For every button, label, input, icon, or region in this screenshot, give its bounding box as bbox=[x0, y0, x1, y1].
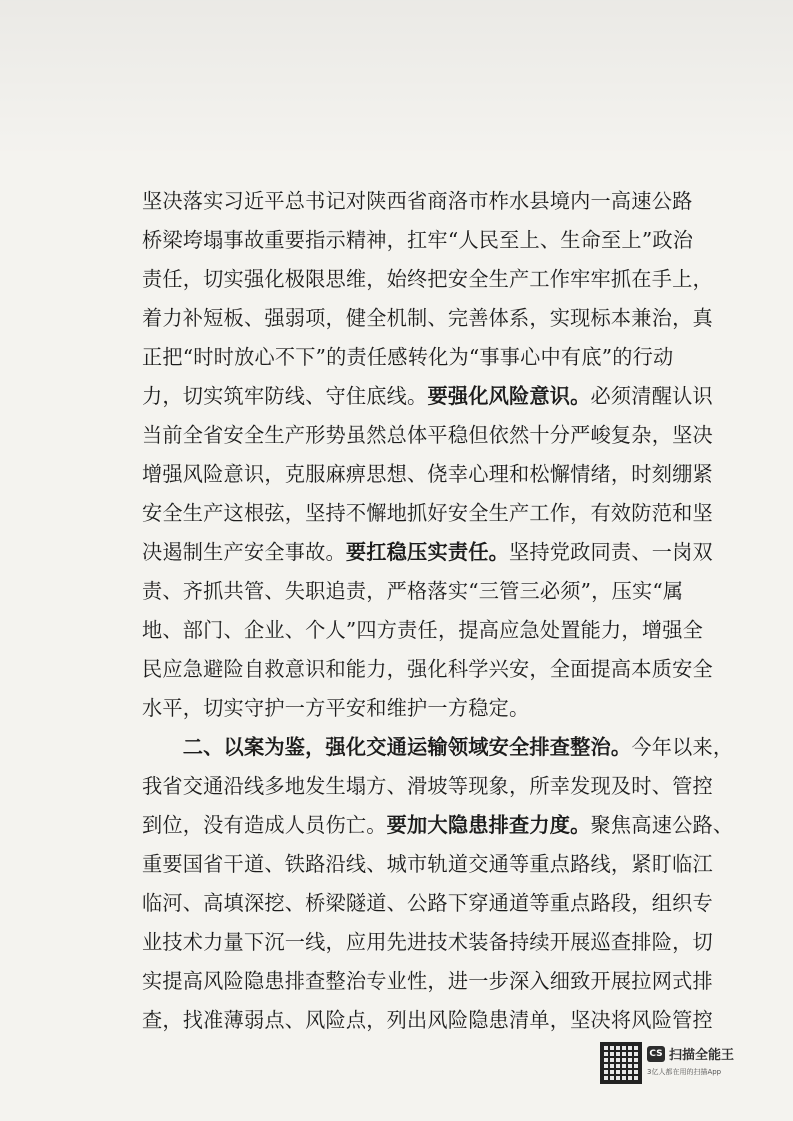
text-line: 当前全省安全生产形势虽然总体平稳但依然十分严峻复杂，坚决 bbox=[142, 423, 713, 447]
text-line: 水平，切实守护一方平安和维护一方稳定。 bbox=[142, 696, 530, 720]
text-line: 业技术力量下沉一线，应用先进技术装备持续开展巡查排险，切 bbox=[142, 930, 713, 954]
bold-heading: 要强化风险意识。 bbox=[427, 384, 591, 408]
watermark-tagline: 3亿人都在用的扫描App bbox=[647, 1068, 722, 1076]
text-run: 力，切实筑牢防线、守住底线。 bbox=[142, 384, 428, 408]
text-line: 实提高风险隐患排查整治专业性，进一步深入细致开展拉网式排 bbox=[142, 969, 713, 993]
text-line: 重要国省干道、铁路沿线、城市轨道交通等重点路线，紧盯临江 bbox=[142, 852, 713, 876]
scan-shadow bbox=[0, 0, 793, 160]
indent bbox=[142, 735, 183, 759]
text-line: 查，找准薄弱点、风险点，列出风险隐患清单，坚决将风险管控 bbox=[142, 1008, 713, 1032]
text-line: 增强风险意识，克服麻痹思想、侥幸心理和松懈情绪，时刻绷紧 bbox=[142, 462, 713, 486]
camscanner-logo-icon: CS bbox=[647, 1046, 665, 1062]
bold-heading: 要扛稳压实责任。 bbox=[345, 540, 509, 564]
text-line bbox=[142, 377, 713, 416]
text-line: 临河、高填深挖、桥梁隧道、公路下穿通道等重点路段，组织专 bbox=[142, 891, 713, 915]
bold-heading: 要加大隐患排查力度。 bbox=[386, 813, 591, 837]
text-line: 责任，切实强化极限思维，始终把安全生产工作牢牢抓在手上， bbox=[142, 267, 713, 291]
text-line: 地、部门、企业、个人”四方责任，提高应急处置能力，增强全 bbox=[142, 618, 703, 642]
scanner-watermark bbox=[600, 1042, 740, 1086]
text-line: 安全生产这根弦，坚持不懈地抓好安全生产工作，有效防范和坚 bbox=[142, 501, 713, 525]
text-line bbox=[142, 533, 713, 572]
text-line: 我省交通沿线多地发生塌方、滑坡等现象，所幸发现及时、管控 bbox=[142, 774, 713, 798]
text-run: 必须清醒认识 bbox=[590, 384, 713, 408]
text-line: 桥梁垮塌事故重要指示精神，扛牢“人民至上、生命至上”政治 bbox=[142, 228, 694, 252]
text-run: 到位，没有造成人员伤亡。 bbox=[142, 813, 387, 837]
text-run: 决遏制生产安全事故。 bbox=[142, 540, 346, 564]
text-run: 坚持党政同责、一岗双 bbox=[509, 540, 713, 564]
section-heading: 二、以案为鉴，强化交通运输领域安全排查整治。 bbox=[182, 735, 632, 759]
text-run: 聚焦高速公路、 bbox=[590, 813, 734, 837]
watermark-brand: 扫描全能王 bbox=[669, 1048, 735, 1063]
document-body bbox=[142, 182, 734, 1040]
text-line: 正把“时时放心不下”的责任感转化为“事事心中有底”的行动 bbox=[142, 345, 674, 369]
qr-code-icon bbox=[600, 1042, 642, 1084]
text-line bbox=[142, 806, 734, 845]
text-line: 坚决落实习近平总书记对陕西省商洛市柞水县境内一高速公路 bbox=[142, 189, 693, 213]
text-line: 责、齐抓共管、失职追责，严格落实“三管三必须”，压实“属 bbox=[142, 579, 684, 603]
text-run: 今年以来， bbox=[631, 735, 734, 759]
text-line: 民应急避险自救意识和能力，强化科学兴安，全面提高本质安全 bbox=[142, 657, 713, 681]
text-line: 着力补短板、强弱项，健全机制、完善体系，实现标本兼治，真 bbox=[142, 306, 713, 330]
section-heading-line bbox=[142, 728, 734, 767]
